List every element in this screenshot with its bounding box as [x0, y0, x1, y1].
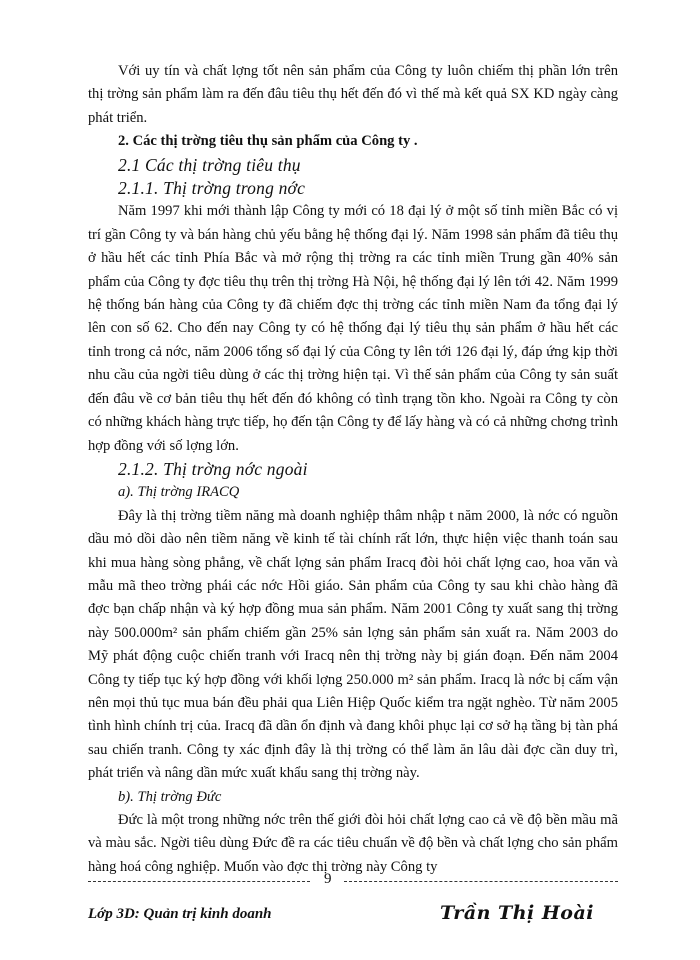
- heading-2-1-2: 2.1.2. Thị trờng nớc ngoài: [118, 458, 308, 479]
- footer-dash-left: [88, 881, 310, 882]
- paragraph-germany: Đức là một trong những nớc trên thế giới đòi hỏi chất lợng cao cả về độ bền mầu mã và màu sắc. Ngời tiêu dùng Đức đề ra các tiêu chuẩn về độ bền và chất lợng cho sản phẩm hàng hoá công nghiệp. Muốn vào đợc thị trờng này Công ty: [88, 812, 618, 875]
- paragraph-intro: Với uy tín và chất lợng tốt nên sản phẩm của Công ty luôn chiếm thị phần lớn trên thị trờng sản phẩm làm ra đến đâu tiêu thụ hết đến đó vì thế mà kết quả SX KD ngày càng phát triển.: [88, 63, 618, 126]
- page-footer: [88, 900, 618, 930]
- footer-dash-right: [344, 881, 618, 882]
- footer-author: Trần Thị Hoài: [440, 902, 594, 924]
- footer-rule: [88, 873, 618, 889]
- heading-2-1: 2.1 Các thị trờng tiêu thụ: [118, 154, 301, 175]
- paragraph-iraq: Đây là thị trờng tiềm năng mà doanh nghiệp thâm nhập t năm 2000, là nớc có nguồn dầu mỏ dồi dào nên tiềm năng về kinh tế tài chính rất lớn, thực hiện việc thanh toán sau khi mua hàng sòng phẳng, về chất lợng sản phẩm Iracq đòi hỏi chất lợng cao, hoa văn và mẫu mã theo trờng phái các nớc Hồi giáo. Sản phẩm của Công ty sau khi chào hàng đã đợc bạn chấp nhận và ký hợp đồng mua sản phẩm. Năm 2001 Công ty xuất sang thị trờng này 500.000m² sản phẩm chiếm gần 25% sản lợng sản phẩm sản xuất ra. Năm 2003 do Mỹ phát động cuộc chiến tranh với Iracq nên thị trờng này bị gián đoạn. Đến năm 2004 Công ty tiếp tục ký hợp đồng với khối lợng 250.000 m² sản phẩm. Iracq là nớc bị cấm vận nên mọi thủ tục mua bán đều phải qua Liên Hiệp Quốc kiểm tra ngặt nghèo. Từ năm 2005 tình hình chính trị của. Iracq đã dần ổn định và đang khôi phục lại cơ sở hạ tầng bị tàn phá sau chiến tranh. Công ty xác định đây là thị trờng có thể làm ăn lâu dài đợc cần duy trì, phát triển và nâng dần mức xuất khẩu sang thị trờng này.: [88, 507, 618, 782]
- page-number: 9: [324, 871, 332, 887]
- document-body: [88, 60, 618, 879]
- heading-markets: 2. Các thị trờng tiêu thụ sản phẩm của Công ty .: [118, 133, 418, 150]
- heading-iraq-market: a). Thị trờng IRACQ: [118, 484, 240, 501]
- heading-germany-market: b). Thị trờng Đức: [118, 788, 222, 805]
- footer-class-label: Lớp 3D: Quản trị kinh doanh: [88, 906, 272, 922]
- heading-2-1-1: 2.1.1. Thị trờng trong nớc: [118, 178, 306, 199]
- paragraph-domestic: Năm 1997 khi mới thành lập Công ty mới có 18 đại lý ở một số tỉnh miền Bắc có vị trí gần Công ty và bán hàng chủ yếu bằng hệ thống đại lý. Năm 1998 sản phẩm đã tiêu thụ ở hầu hết các tỉnh Phía Bắc và mở rộng thị trờng ra các tỉnh miền Trung gần 40% sản phẩm của Công ty đợc tiêu thụ trên thị trờng Hà Nội, hệ thống đại lý lên tới 42. Năm 1999 hệ thống bán hàng của Công ty đã chiếm đợc thị trờng các tỉnh miền Nam đa tổng đại lý lên con số 62. Cho đến nay Công ty có hệ thống đại lý tiêu thụ sản phẩm ở hầu hết các tỉnh trong cả nớc, năm 2006 tổng số đại lý của Công ty lên tới 126 đại lý, đáp ứng kịp thời nhu cầu của ngời tiêu dùng ở các thị trờng hiện tại. Vì thế sản phẩm của Công ty sản suất đến đâu về cơ bản tiêu thụ hết đến đó không có tình trạng tồn kho. Ngoài ra Công ty còn có những khách hàng trực tiếp, họ đến tận Công ty để lấy hàng và có cả những chơng trình hợp đồng với số lợng lớn.: [88, 203, 618, 454]
